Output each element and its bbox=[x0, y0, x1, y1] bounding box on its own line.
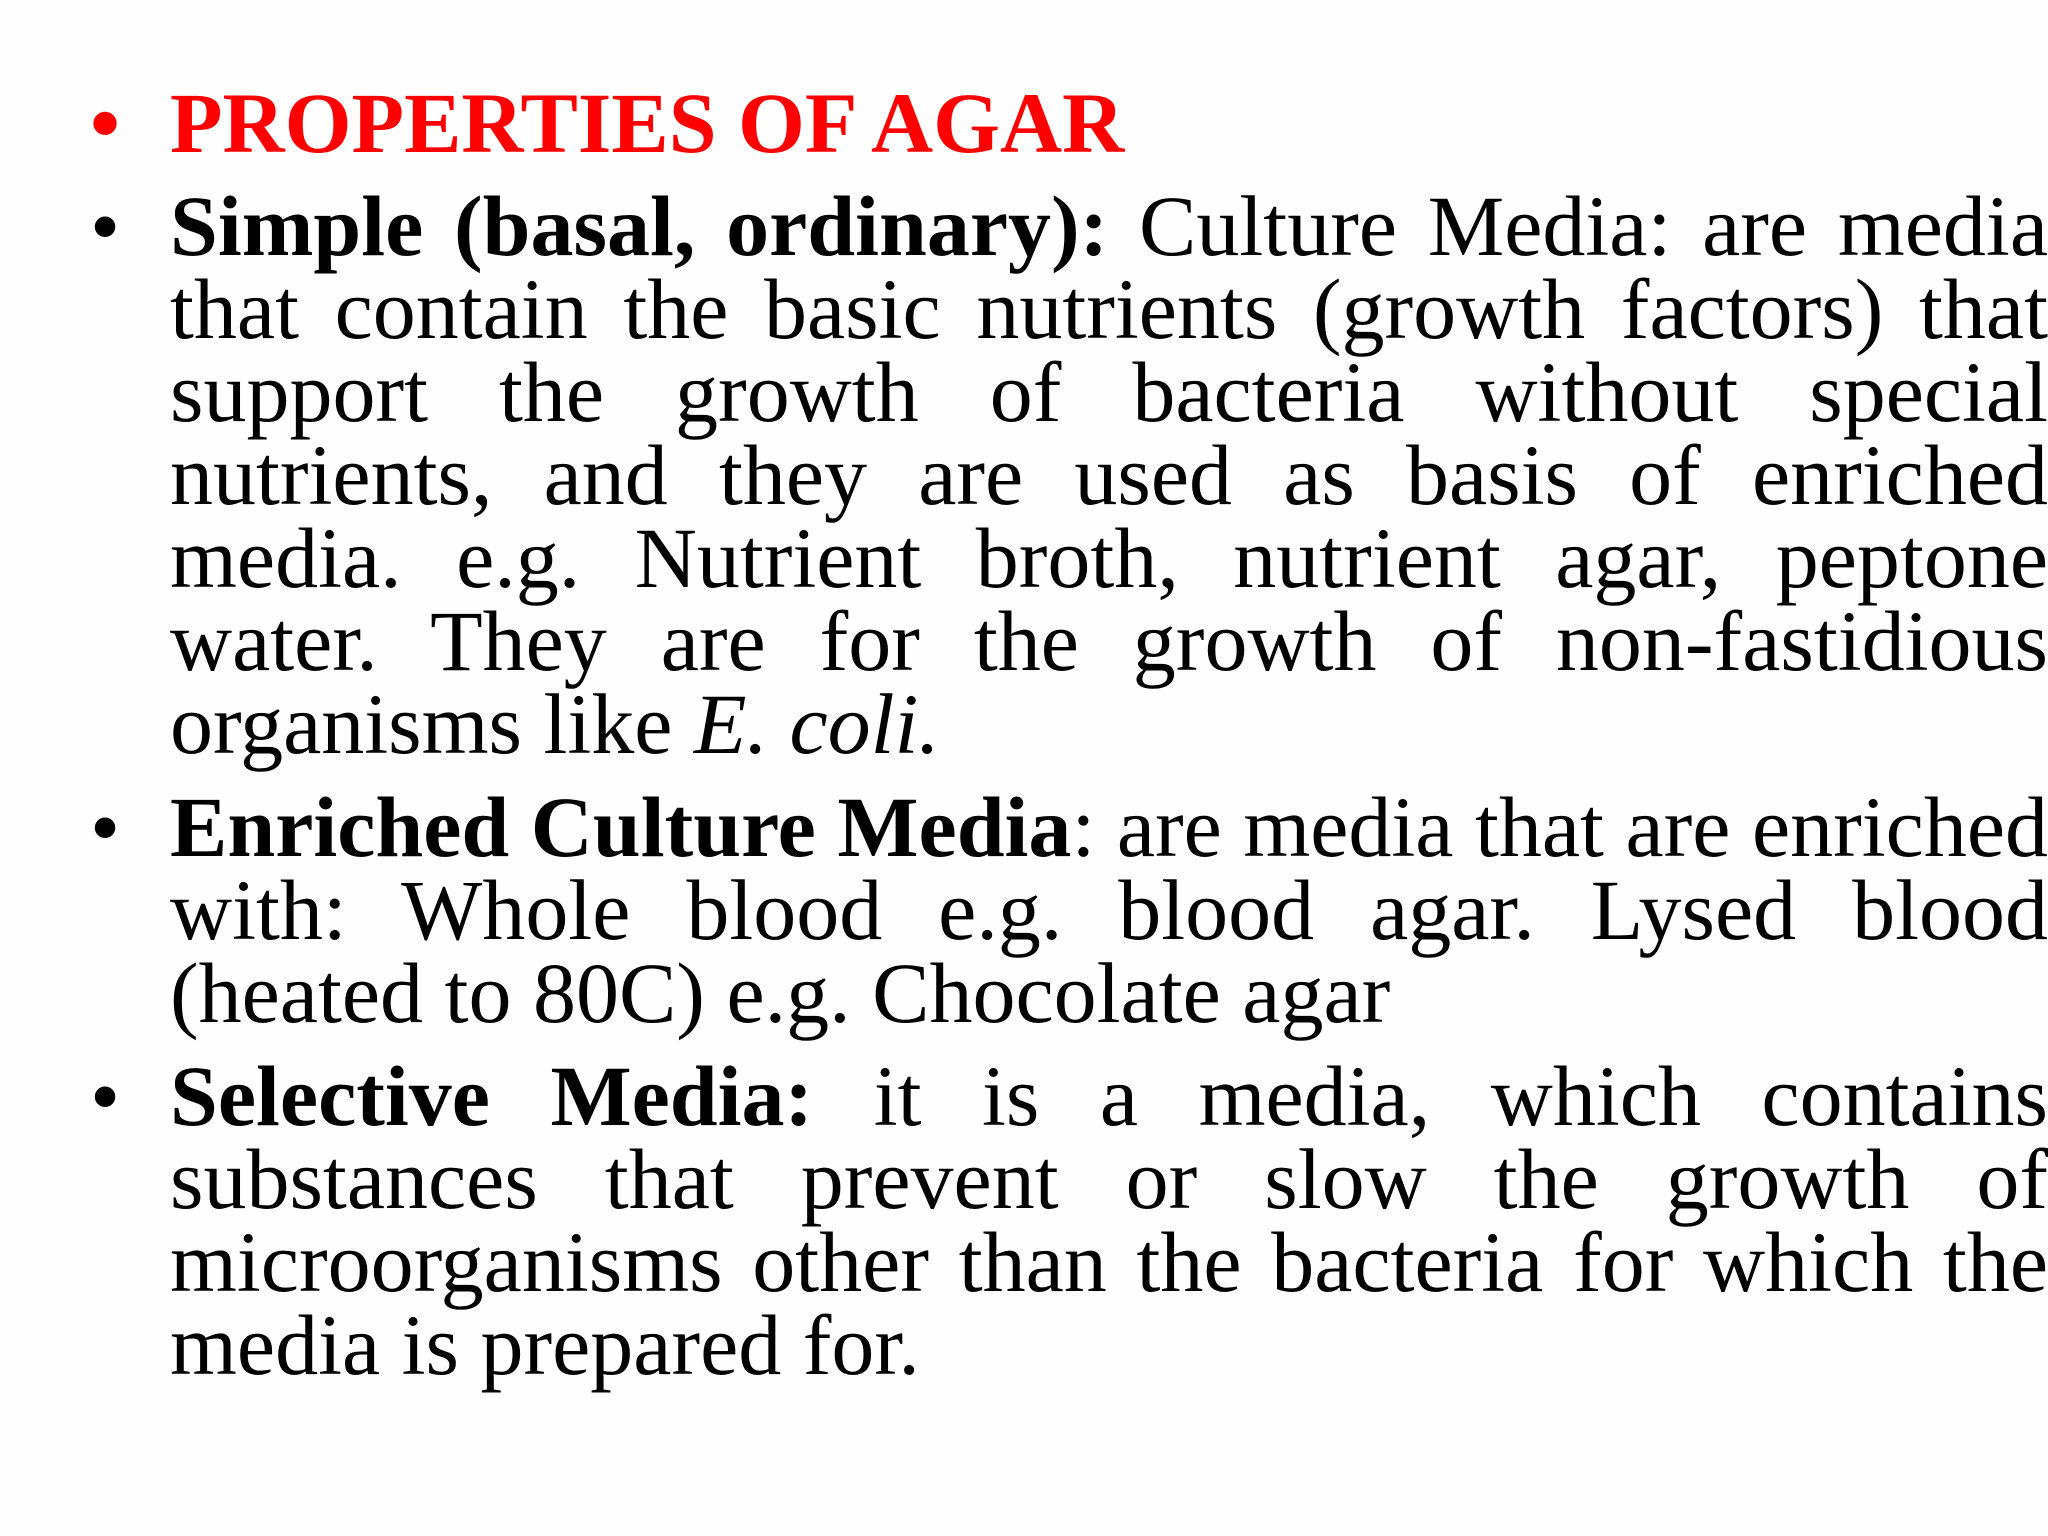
bullet-marker: • bbox=[90, 75, 121, 171]
bullet-list bbox=[90, 75, 2048, 1393]
bullet-selective-media-text bbox=[170, 1048, 2048, 1393]
organism-name: E. coli. bbox=[693, 676, 940, 772]
enriched-media-description: : are media that are enriched with: Whole blood e.g. blood agar. Lysed blood (heated to 80C) e.g. Chocolate agar bbox=[170, 779, 2048, 1041]
bullet-marker: • bbox=[90, 178, 121, 274]
slide-title-text: PROPERTIES OF AGAR bbox=[170, 75, 1125, 171]
selective-media-description: it is a media, which contains substances that prevent or slow the growth of microorganisms other than the bacteria for which the media is prepared for. bbox=[170, 1048, 2048, 1393]
slide-title bbox=[90, 75, 1990, 171]
bullet-enriched-media bbox=[90, 779, 2048, 1041]
bullet-simple-media bbox=[90, 178, 2048, 772]
bullet-simple-media-text bbox=[170, 178, 2048, 772]
term-enriched-media: Enriched Culture Media bbox=[170, 779, 1072, 875]
term-selective-media: Selective Media: bbox=[170, 1048, 814, 1144]
bullet-enriched-media-text bbox=[170, 779, 2048, 1041]
term-simple-media: Simple (basal, ordinary): bbox=[170, 178, 1109, 274]
bullet-selective-media bbox=[90, 1048, 2048, 1393]
simple-media-description: Culture Media: are media that contain the basic nutrients (growth factors) that support the growth of bacteria without special nutrients, and they are used as basis of enriched media. e.g. Nutrient broth, nutrient agar, peptone water. They are for the growth of non-fastidious organisms like bbox=[170, 178, 2048, 772]
bullet-marker: • bbox=[90, 1048, 121, 1144]
bullet-marker: • bbox=[90, 779, 121, 875]
